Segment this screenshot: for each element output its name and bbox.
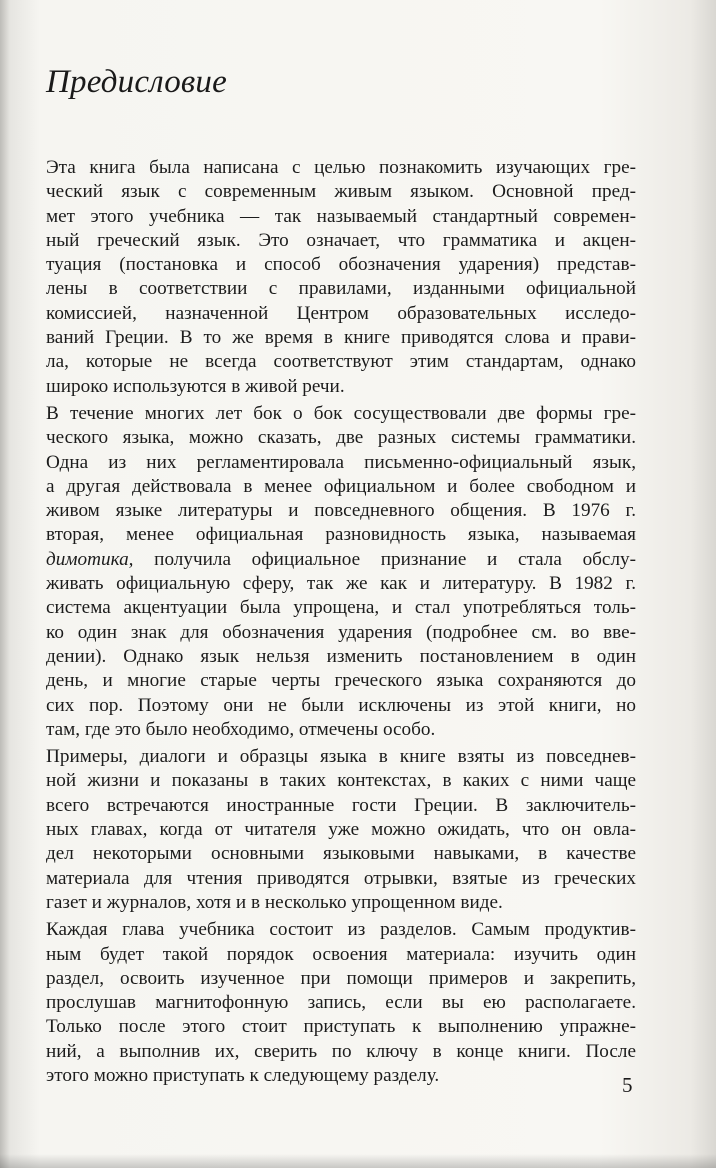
text-line: ваний Греции. В то же время в книге приводятся слова и прави- <box>46 327 636 349</box>
text-line: ный греческий язык. Это означает, что грамматика и акцен- <box>46 229 636 251</box>
text-line: комиссией, назначенной Центром образовательных исследо- <box>46 302 636 324</box>
preface-body <box>46 156 636 1088</box>
text-line: В течение многих лет бок о бок сосуществовали две формы гре- <box>46 402 636 424</box>
text-line: система акцентуации была упрощена, и стал употребляться толь- <box>46 597 636 619</box>
text-line: лены в соответствии с правилами, изданными официальной <box>46 278 636 300</box>
text-line: Примеры, диалоги и образцы языка в книге взяты из повседнев- <box>46 746 636 768</box>
page-heading: Предисловие <box>46 64 227 100</box>
text-line: ным будет такой порядок освоения материала: изучить один <box>46 943 636 965</box>
text-line: день, и многие старые черты греческого языка сохраняются до <box>46 670 636 692</box>
text-line: этого можно приступать к следующему разделу. <box>46 1064 440 1086</box>
text-line: Одна из них регламентировала письменно-официальный язык, <box>46 451 636 473</box>
text-line-with-term <box>46 548 636 572</box>
text-line: материала для чтения приводятся отрывки, взятые из греческих <box>46 867 636 889</box>
text-line: вторая, менее официальная разновидность языка, называемая <box>46 524 636 546</box>
text-line: Каждая глава учебника состоит из разделов. Самым продуктив- <box>46 919 636 941</box>
text-line: ных главах, когда от читателя уже можно ожидать, что он овла- <box>46 819 636 841</box>
text-line: сих пор. Поэтому они не были исключены из этой книги, но <box>46 694 636 716</box>
text-line: ческого языка, можно сказать, две разных системы грамматики. <box>46 427 636 449</box>
text-line: ла, которые не всегда соответствуют этим стандартам, однако <box>46 351 636 373</box>
text-line: Только после этого стоит приступать к выполнению упражне- <box>46 1016 636 1038</box>
text-line: ческий язык с современным живым языком. Основной пред- <box>46 181 636 203</box>
text-line: прослушав магнитофонную запись, если вы ею располагаете. <box>46 992 636 1014</box>
text-line: дении). Однако язык нельзя изменить постановлением в один <box>46 645 636 667</box>
text-line: мет этого учебника — так называемый стандартный современ- <box>46 205 636 227</box>
text-line: дел некоторыми основными языковыми навыками, в качестве <box>46 843 636 865</box>
text-line: ко один знак для обозначения ударения (подробнее см. во вве- <box>46 621 636 643</box>
text-line: газет и журналов, хотя и в несколько упрощенном виде. <box>46 891 503 913</box>
italic-term: димотика, <box>46 548 134 570</box>
text-line: туация (постановка и способ обозначения ударения) представ- <box>46 254 636 276</box>
text-line: живать официальную сферу, так же как и литературу. В 1982 г. <box>46 573 636 595</box>
page-number: 5 <box>622 1073 633 1097</box>
page-edge-shadow <box>0 1154 716 1168</box>
text-line: всего встречаются иностранные гости Греции. В заключитель- <box>46 794 636 816</box>
text-line: ной жизни и показаны в таких контекстах, в каких с ними чаще <box>46 770 636 792</box>
text-line: там, где это было необходимо, отмечены особо. <box>46 718 436 740</box>
text-line: Эта книга была написана с целью познакомить изучающих гре- <box>46 157 636 178</box>
text-line: раздел, освоить изученное при помощи примеров и закрепить, <box>46 967 636 989</box>
text-line: ний, а выполнив их, сверить по ключу в конце книги. После <box>46 1040 636 1062</box>
text-line: широко используются в живой речи. <box>46 375 345 397</box>
text-line: а другая действовала в менее официальном и более свободном и <box>46 475 636 497</box>
text-line-rest: получила официальное признание и стала обслу- <box>154 548 636 570</box>
text-line: живом языке литературы и повседневного общения. В 1976 г. <box>46 500 636 522</box>
